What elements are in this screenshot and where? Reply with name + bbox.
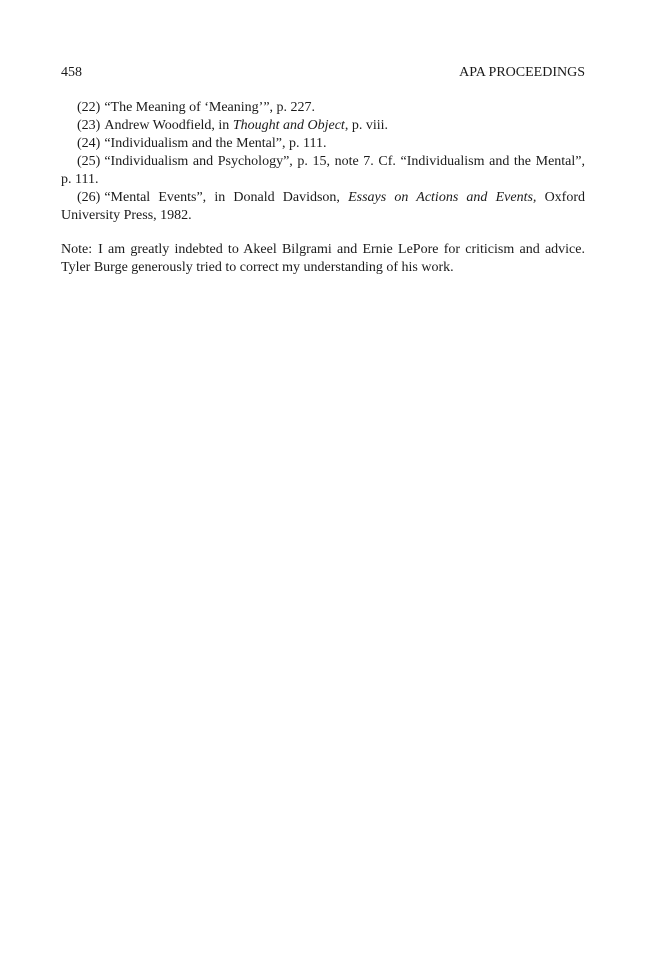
endnote-text-tail: Oxford University Press, 1982. — [61, 190, 586, 223]
endnote-25 — [61, 153, 585, 189]
endnote-26 — [61, 189, 585, 225]
endnote-22 — [61, 99, 585, 117]
endnote-23 — [61, 117, 585, 135]
endnote-text: “Individualism and Psychology”, p. 15, note 7. Cf. “Individualism and the Mental”, p. 111. — [61, 154, 585, 187]
endnote-text-tail: , p. viii. — [344, 118, 388, 133]
endnote-number: (24) — [77, 136, 101, 151]
endnotes — [61, 99, 585, 225]
endnote-text: “Individualism and the Mental”, p. 111. — [104, 136, 327, 151]
endnote-24 — [61, 135, 585, 153]
endnote-number: (26) — [77, 190, 101, 205]
endnote-book-title: Thought and Object — [232, 118, 345, 133]
page-header — [61, 64, 585, 82]
running-title: APA PROCEEDINGS — [459, 65, 585, 80]
endnote-text: “Mental Events”, in Donald Davidson, — [104, 190, 349, 205]
acknowledgement-text: I am greatly indebted to Akeel Bilgrami and Ernie LePore for criticism and advice. Tyler Burge generously tried to correct my understanding of his work. — [61, 242, 585, 275]
endnote-text: Andrew Woodfield, in — [104, 118, 233, 133]
page-number: 458 — [61, 65, 82, 80]
endnote-number: (23) — [77, 118, 101, 133]
endnote-number: (25) — [77, 154, 101, 169]
endnote-number: (22) — [77, 100, 101, 115]
endnote-book-title: Essays on Actions and Events, — [348, 190, 537, 205]
acknowledgement-note — [61, 241, 585, 277]
document-page — [61, 64, 585, 291]
endnote-text: “The Meaning of ‘Meaning’”, p. 227. — [104, 100, 316, 115]
acknowledgement-label: Note: — [61, 242, 93, 257]
